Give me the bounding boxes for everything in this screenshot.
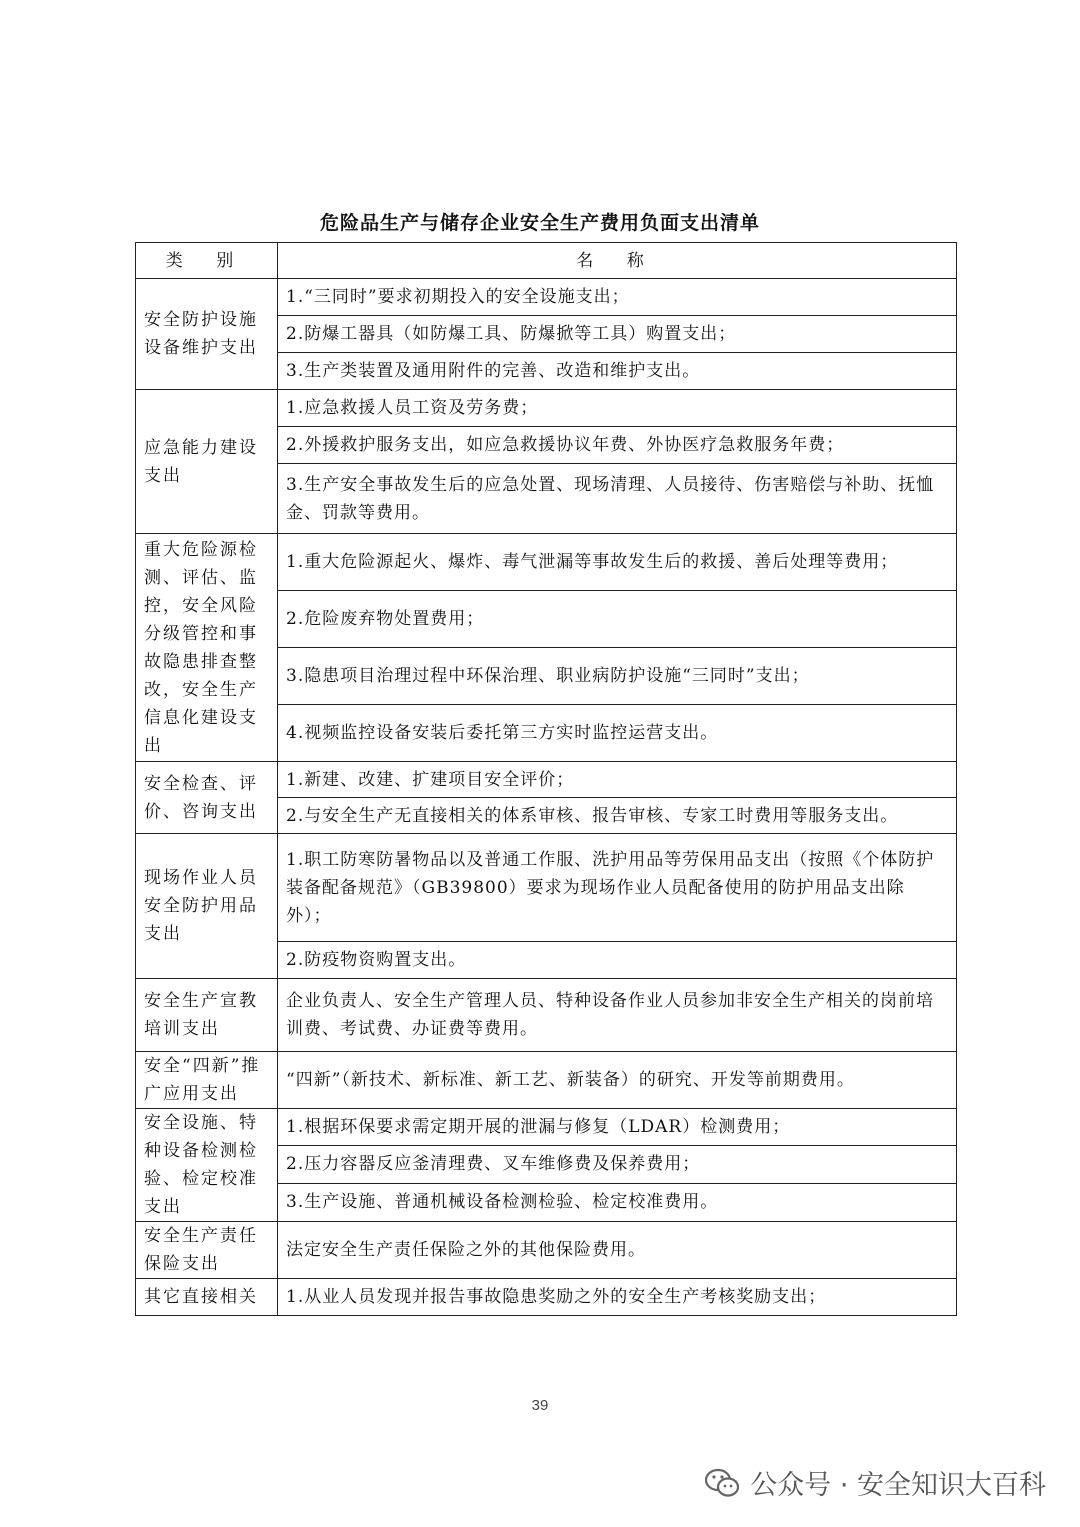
table-row [136, 979, 957, 1052]
category-cell: 重大危险源检测、评估、监控，安全风险分级管控和事故隐患排查整改，安全生产信息化建设支出 [136, 534, 278, 762]
item-cell: 1.“三同时”要求初期投入的安全设施支出； [278, 279, 957, 316]
header-category: 类 别 [136, 243, 278, 279]
category-cell: 安全生产责任保险支出 [136, 1222, 278, 1279]
header-name: 名 称 [278, 243, 957, 279]
item-cell: 2.外援救护服务支出，如应急救援协议年费、外协医疗急救服务年费； [278, 427, 957, 464]
item-cell: 2.与安全生产无直接相关的体系审核、报告审核、专家工时费用等服务支出。 [278, 798, 957, 834]
table-row [136, 1109, 957, 1146]
category-cell: 现场作业人员安全防护用品支出 [136, 834, 278, 979]
category-cell: 安全设施、特种设备检测检验、检定校准支出 [136, 1109, 278, 1222]
expense-table [135, 242, 957, 1316]
category-cell: 安全防护设施设备维护支出 [136, 279, 278, 390]
category-cell: 安全生产宣教培训支出 [136, 979, 278, 1052]
category-cell: 应急能力建设支出 [136, 390, 278, 534]
item-cell: 3.生产类装置及通用附件的完善、改造和维护支出。 [278, 353, 957, 390]
item-cell: 1.根据环保要求需定期开展的泄漏与修复（LDAR）检测费用； [278, 1109, 957, 1146]
table-row [136, 834, 957, 942]
item-cell: 1.应急救援人员工资及劳务费； [278, 390, 957, 427]
item-cell: “四新”（新技术、新标准、新工艺、新装备）的研究、开发等前期费用。 [278, 1052, 957, 1109]
item-cell: 1.新建、改建、扩建项目安全评价； [278, 762, 957, 798]
table-row [136, 762, 957, 798]
item-cell: 4.视频监控设备安装后委托第三方实时监控运营支出。 [278, 705, 957, 762]
table-row [136, 534, 957, 591]
watermark [704, 1463, 1046, 1502]
item-cell: 2.防疫物资购置支出。 [278, 942, 957, 979]
table-row [136, 1052, 957, 1109]
item-cell: 2.压力容器反应釜清理费、叉车维修费及保养费用； [278, 1146, 957, 1183]
item-cell: 1.职工防寒防暑物品以及普通工作服、洗护用品等劳保用品支出（按照《个体防护装备配备规范》（GB39800）要求为现场作业人员配备使用的防护用品支出除外）； [278, 834, 957, 942]
table-header-row [136, 243, 957, 279]
item-cell: 企业负责人、安全生产管理人员、特种设备作业人员参加非安全生产相关的岗前培训费、考试费、办证费等费用。 [278, 979, 957, 1052]
item-cell: 2.危险废弃物处置费用； [278, 591, 957, 648]
page-title: 危险品生产与储存企业安全生产费用负面支出清单 [319, 212, 760, 234]
table-row [136, 1279, 957, 1316]
wechat-icon [704, 1468, 740, 1498]
item-cell: 3.生产安全事故发生后的应急处置、现场清理、人员接待、伤害赔偿与补助、抚恤金、罚款等费用。 [278, 464, 957, 534]
item-cell: 1.重大危险源起火、爆炸、毒气泄漏等事故发生后的救援、善后处理等费用； [278, 534, 957, 591]
item-cell: 1.从业人员发现并报告事故隐患奖励之外的安全生产考核奖励支出； [278, 1279, 957, 1316]
item-cell: 2.防爆工器具（如防爆工具、防爆掀等工具）购置支出； [278, 316, 957, 353]
item-cell: 3.隐患项目治理过程中环保治理、职业病防护设施“三同时”支出； [278, 648, 957, 705]
table-row [136, 390, 957, 427]
item-cell: 法定安全生产责任保险之外的其他保险费用。 [278, 1222, 957, 1279]
table-row [136, 279, 957, 316]
watermark-text: 公众号 · 安全知识大百科 [750, 1470, 1046, 1501]
category-cell: 其它直接相关 [136, 1279, 278, 1316]
category-cell: 安全“四新”推广应用支出 [136, 1052, 278, 1109]
page-number: 39 [531, 1397, 549, 1414]
category-cell: 安全检查、评价、咨询支出 [136, 762, 278, 834]
table-row [136, 1222, 957, 1279]
item-cell: 3.生产设施、普通机械设备检测检验、检定校准费用。 [278, 1183, 957, 1221]
